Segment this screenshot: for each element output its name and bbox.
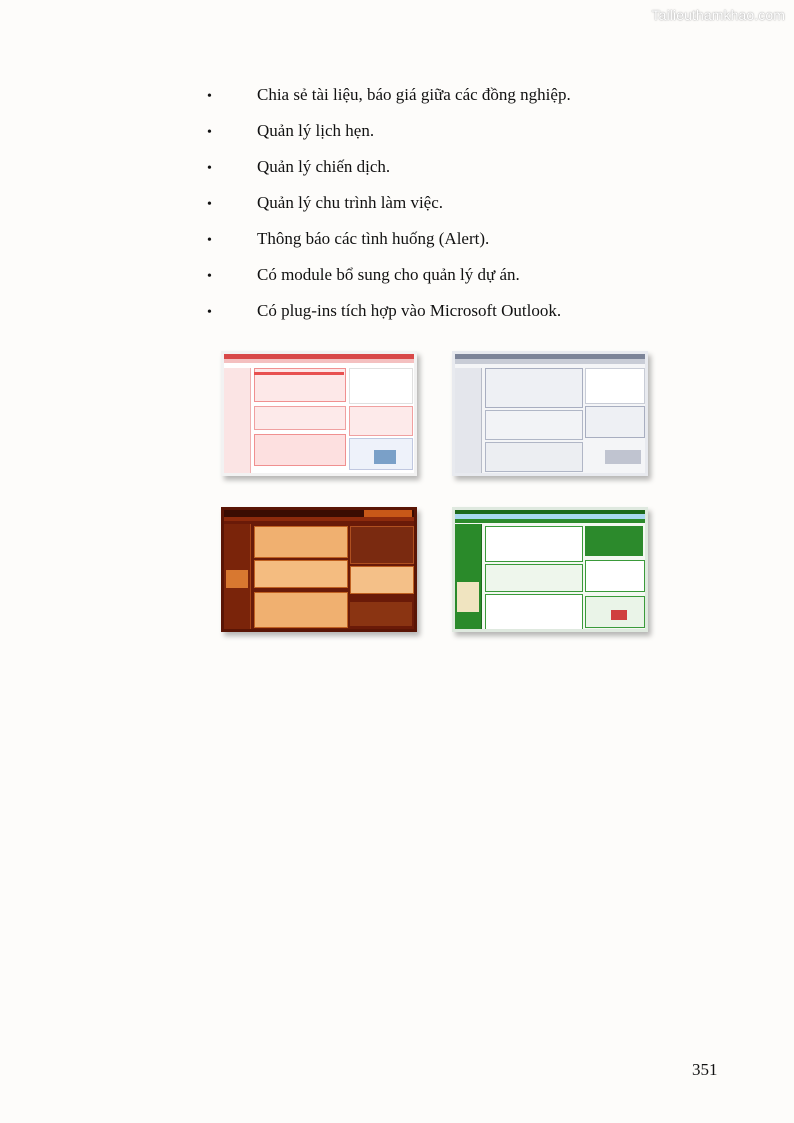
list-item-text: Quản lý lịch hẹn. [257,121,375,140]
bullet-icon: • [207,197,212,212]
screenshot-thumbnail-red-theme [221,351,417,476]
screenshot-thumbnail-green-theme [452,507,648,632]
screenshot-thumbnail-grey-theme [452,351,648,476]
list-item-text: Thông báo các tình huống (Alert). [257,229,490,248]
list-item-text: Quản lý chu trình làm việc. [257,193,444,212]
list-item-text: Quản lý chiến dịch. [257,157,391,176]
watermark: Tailieuthamkhao.com [651,7,785,23]
bullet-icon: • [207,125,212,140]
list-item-text: Chia sẻ tài liệu, báo giá giữa các đồng nghiệp. [257,85,571,104]
bullet-icon: • [207,233,212,248]
bullet-icon: • [207,89,212,104]
page-number: 351 [692,1060,718,1079]
bullet-icon: • [207,305,212,320]
bullet-icon: • [207,161,212,176]
bullet-icon: • [207,269,212,284]
list-item-text: Có module bổ sung cho quản lý dự án. [257,265,520,284]
list-item-text: Có plug-ins tích hợp vào Microsoft Outlook. [257,301,562,320]
screenshot-thumbnail-brown-theme [221,507,417,632]
